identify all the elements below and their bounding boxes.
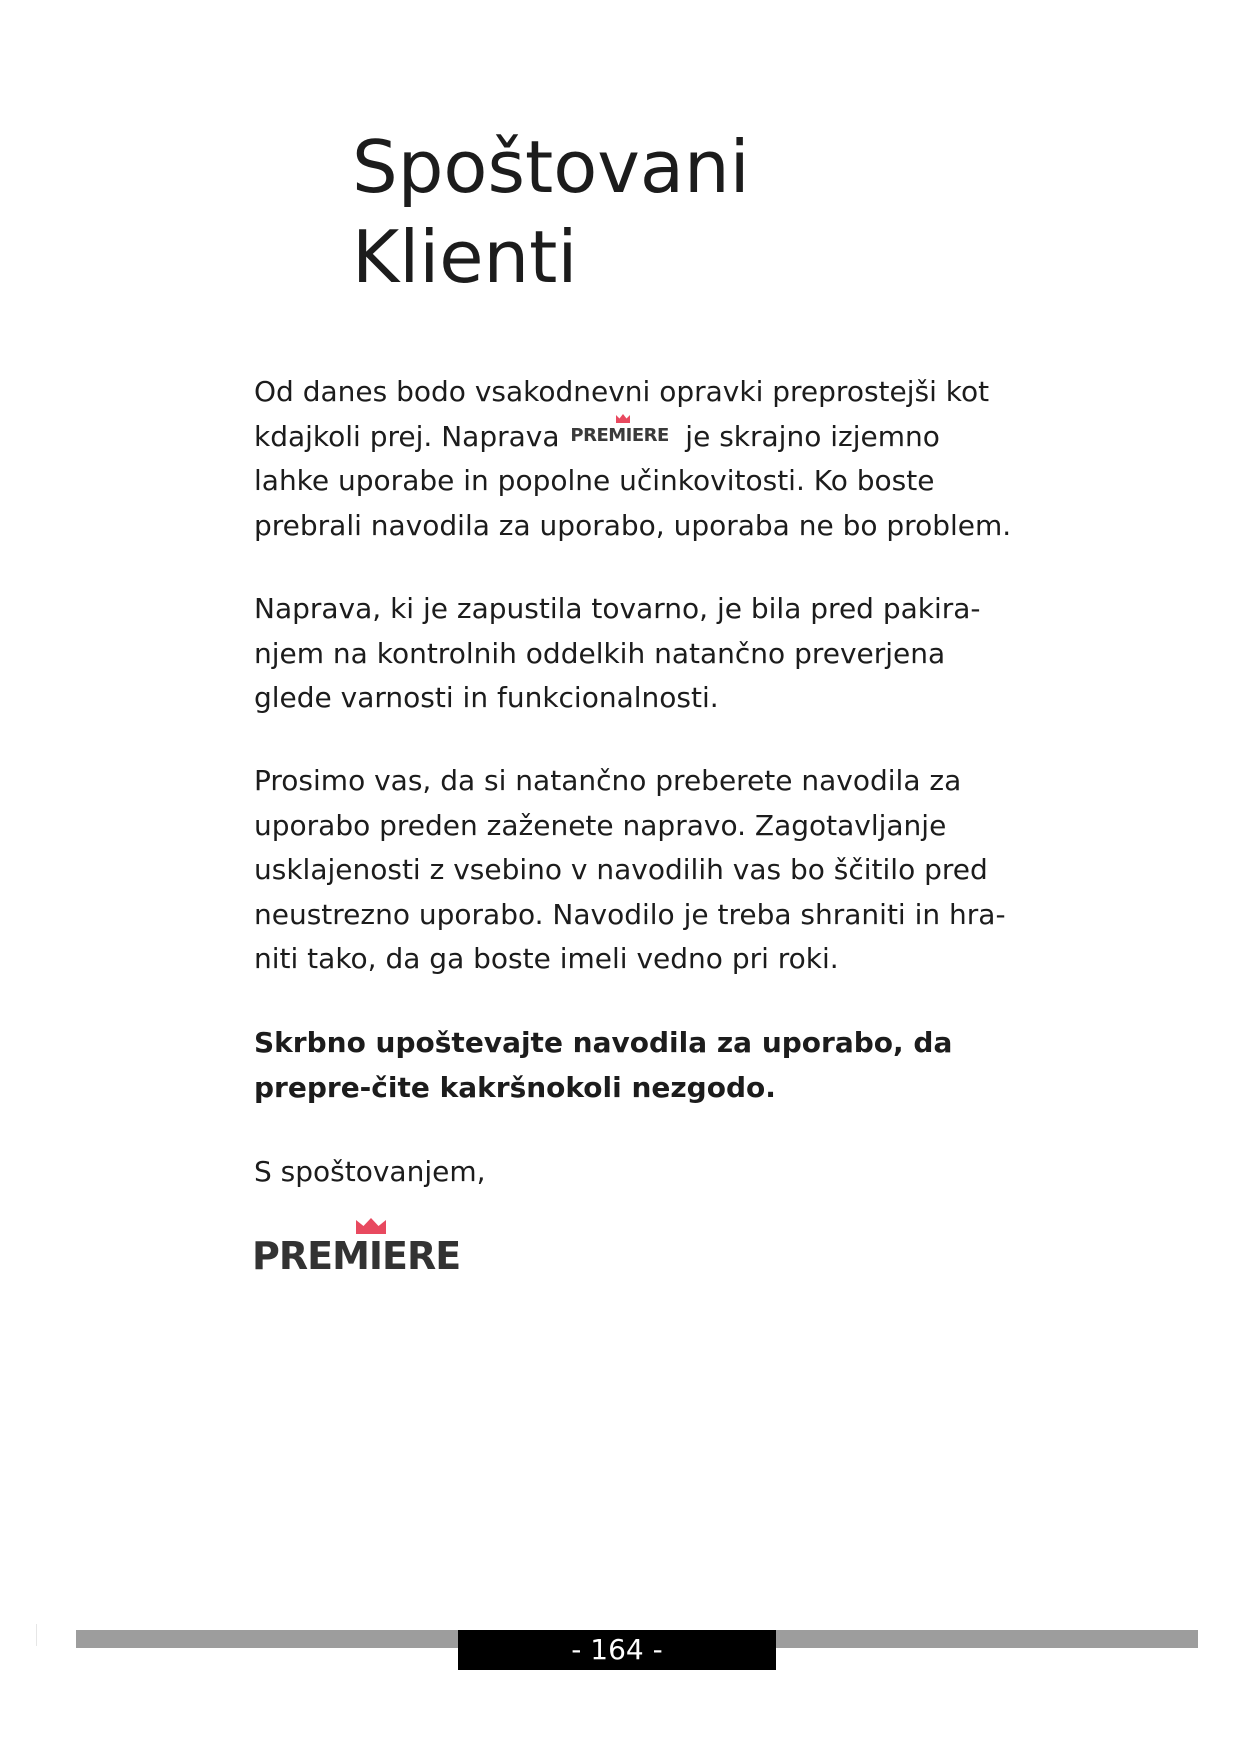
warning-paragraph: Skrbno upoštevajte navodila za uporabo, da prepre-čite kakršnokoli nezgodo.	[254, 1026, 953, 1104]
page-title	[352, 122, 750, 302]
intro-text-end: je skrajno izjemno lahke uporabe in popolne učinkovitosti. Ko boste prebrali navodila za uporabo, uporaba ne bo problem.	[254, 419, 1012, 542]
crown-icon	[356, 1218, 386, 1234]
edge-mark	[36, 1624, 37, 1646]
brand-name: PREMIERE	[252, 1234, 461, 1278]
factory-check-paragraph: Naprava, ki je zapustila tovarno, je bila pred pakira-njem na kontrolnih oddelkih natančno preverjena glede varnosti in funkcionalnosti.	[254, 592, 981, 714]
title-line-2: Klienti	[352, 215, 578, 299]
instructions-paragraph: Prosimo vas, da si natančno preberete navodila za uporabo preden zaženete napravo. Zagotavljanje usklajenosti z vsebino v navodilih vas bo ščitilo pred neustrezno uporabo. Navodilo je treba shraniti in hra-niti tako, da ga boste imeli vedno pri roki.	[254, 764, 1006, 975]
crown-icon	[616, 414, 630, 423]
closing-salutation: S spoštovanjem,	[254, 1155, 486, 1188]
title-line-1: Spoštovani	[352, 125, 750, 209]
intro-text-start: Od danes bodo vsakodnevni opravki preprostejši kot kdajkoli prej. Naprava	[254, 375, 990, 453]
inline-brand-logo	[570, 422, 674, 448]
brand-logo	[252, 1218, 462, 1278]
inline-brand-name: PREMIERE	[570, 424, 669, 446]
intro-paragraph	[254, 370, 1014, 548]
page-number: - 164 -	[458, 1630, 776, 1670]
